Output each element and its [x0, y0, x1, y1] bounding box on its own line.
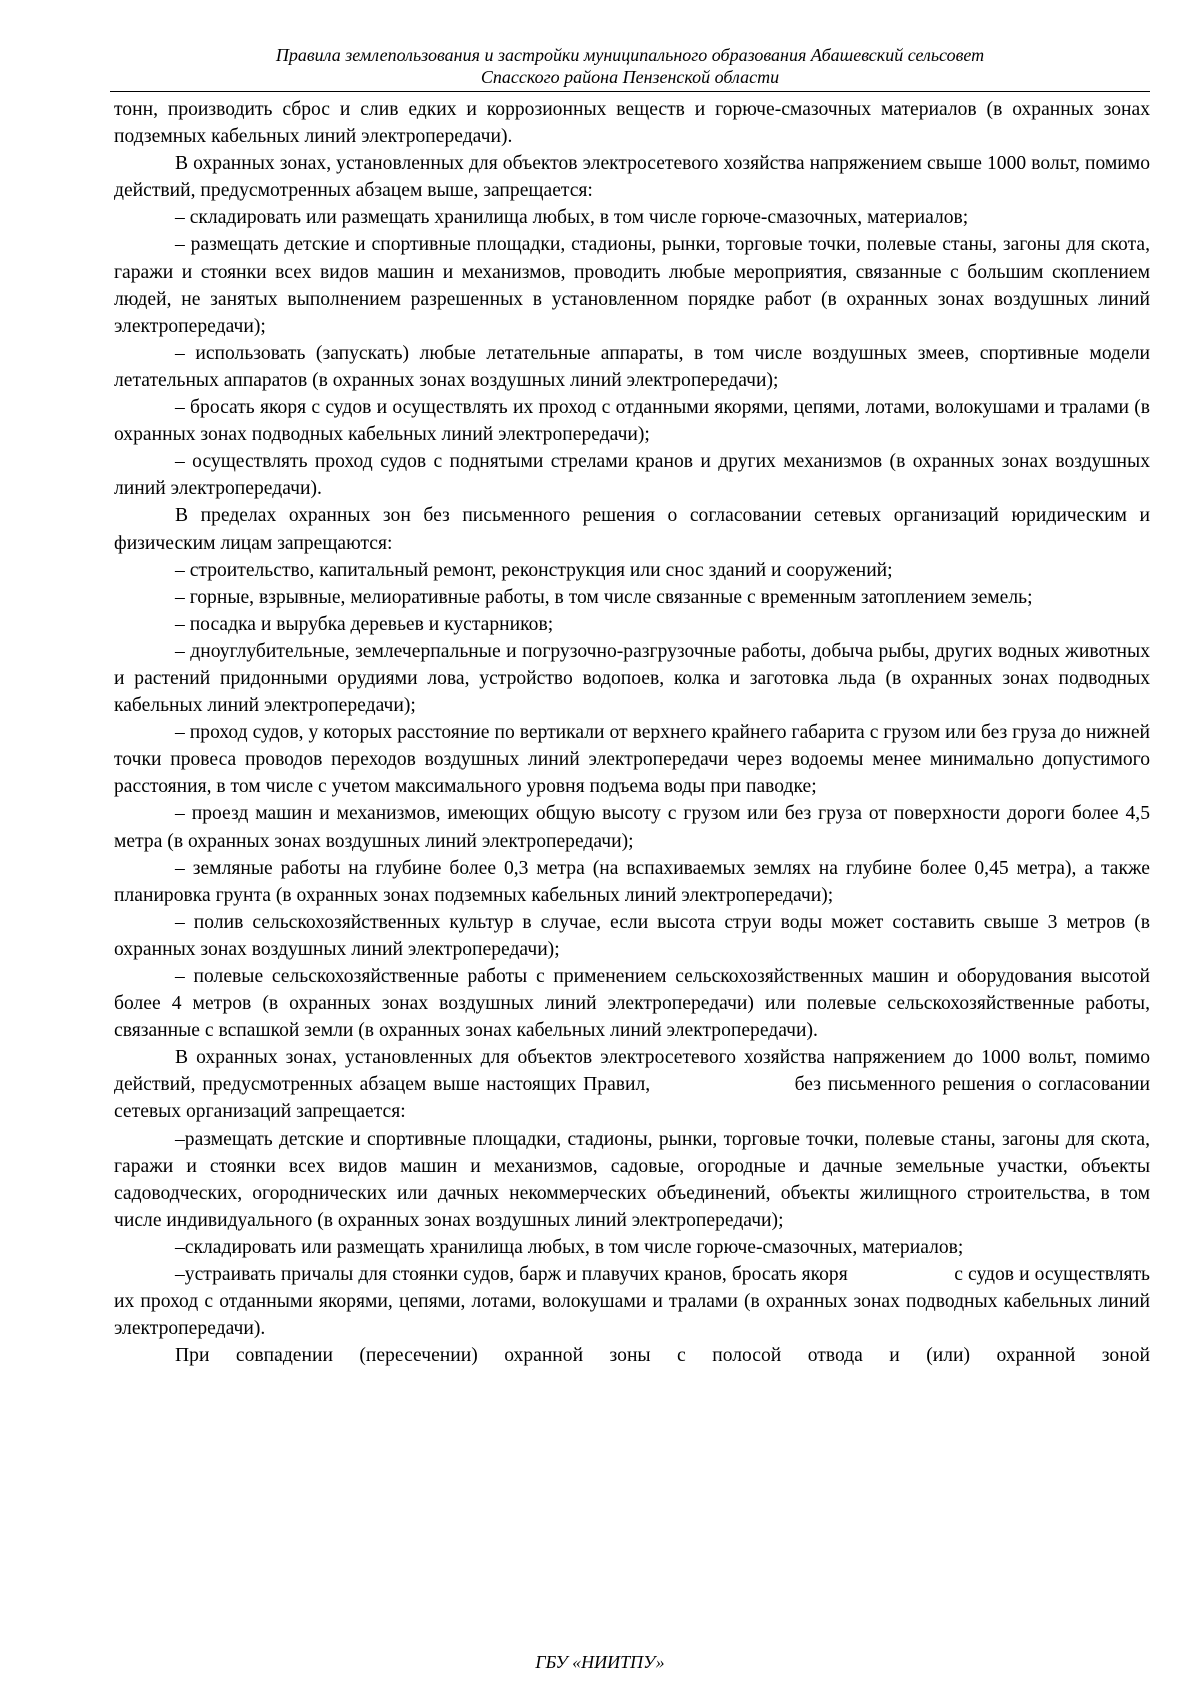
list-item: – земляные работы на глубине более 0,3 метра (на вспахиваемых землях на глубине более 0,45 метра), а также планировка грунта (в охранных зонах подземных кабельных линий электропередачи); [114, 857, 1150, 906]
paragraph: В пределах охранных зон без письменного решения о согласовании сетевых организаций юридическим и физическим лицам запрещаются: [114, 505, 1150, 554]
list-item: – проход судов, у которых расстояние по вертикали от верхнего крайнего габарита с грузом или без груза до нижней точки провеса проводов переходов воздушных линий электропередачи через водоемы менее минимально допустимого расстояния, в том числе с учетом максимального уровня подъема воды при паводке; [114, 722, 1150, 798]
running-header [110, 44, 1150, 88]
list-item: –складировать или размещать хранилища любых, в том числе горюче-смазочных, материалов; [175, 1236, 964, 1258]
list-item: – размещать детские и спортивные площадки, стадионы, рынки, торговые точки, полевые станы, загоны для скота, гаражи и стоянки всех видов машин и механизмов, проводить любые мероприятия, связанные с большим скоплением людей, не занятых выполнением разрешенных в установленном порядке работ (в охранных зонах воздушных линий электропередачи); [114, 234, 1150, 337]
list-item: – складировать или размещать хранилища любых, в том числе горюче-смазочных, материалов; [175, 207, 969, 229]
list-item: – строительство, капитальный ремонт, реконструкция или снос зданий и сооружений; [175, 559, 893, 581]
paragraph: В охранных зонах, установленных для объектов электросетевого хозяйства напряжением свыше 1000 вольт, помимо действий, предусмотренных абзацем выше, запрещается: [114, 153, 1150, 202]
list-item: – горные, взрывные, мелиоративные работы, в том числе связанные с временным затоплением земель; [175, 586, 1033, 608]
header-divider [110, 91, 1150, 92]
list-item: – проезд машин и механизмов, имеющих общую высоту с грузом или без груза от поверхности дороги более 4,5 метра (в охранных зонах воздушных линий электропередачи); [114, 803, 1150, 852]
list-item: – использовать (запускать) любые летательные аппараты, в том числе воздушных змеев, спортивные модели летательных аппаратов (в охранных зонах воздушных линий электропередачи); [114, 342, 1150, 391]
list-item: – полив сельскохозяйственных культур в случае, если высота струи воды может составить свыше 3 метров (в охранных зонах воздушных линий электропередачи); [114, 911, 1150, 960]
list-item: – полевые сельскохозяйственные работы с применением сельскохозяйственных машин и оборудования высотой более 4 метров (в охранных зонах воздушных линий электропередачи) или полевые сельскохозяйственные работы, связанные с вспашкой земли (в охранных зонах кабельных линий электропередачи). [114, 966, 1150, 1042]
body-text [114, 96, 1155, 1369]
list-item: – посадка и вырубка деревьев и кустарников; [175, 613, 554, 635]
list-item: – осуществлять проход судов с поднятыми стрелами кранов и других механизмов (в охранных зонах воздушных линий электропередачи). [114, 451, 1150, 500]
running-footer: ГБУ «НИИТПУ» [535, 1652, 665, 1672]
list-item: – дноуглубительные, землечерпальные и погрузочно-разгрузочные работы, добыча рыбы, других водных животных и растений придонными орудиями лова, устройство водопоев, колка и заготовка льда (в охранных зонах подводных кабельных линий электропередачи); [114, 640, 1150, 717]
paragraph: При совпадении (пересечении) охранной зоны с полосой отвода и (или) охранной зоной [175, 1345, 1150, 1367]
paragraph: тонн, производить сброс и слив едких и коррозионных веществ и горюче-смазочных материалов (в охранных зонах подземных кабельных линий электропередачи). [114, 99, 1150, 148]
list-item: –устраивать причалы для стоянки судов, барж и плавучих кранов, бросать якоря с судов и осуществлять их проход с отданными якорями, цепями, лотами, волокушами и тралами (в охранных зонах подводных кабельных линий электропередачи). [114, 1264, 1155, 1340]
header-line-2: Спасского района Пензенской области [480, 67, 780, 87]
list-item: – бросать якоря с судов и осуществлять их проход с отданными якорями, цепями, лотами, волокушами и тралами (в охранных зонах подводных кабельных линий электропередачи); [114, 397, 1150, 446]
header-line-1: Правила землепользования и застройки муниципального образования Абашевский сельсовет [275, 45, 985, 65]
list-item: –размещать детские и спортивные площадки, стадионы, рынки, торговые точки, полевые станы, загоны для скота, гаражи и стоянки всех видов машин и механизмов, садовые, огородные и дачные земельные участки, объекты садоводческих, огороднических или дачных некоммерческих объединений, объекты жилищного строительства, в том числе индивидуального (в охранных зонах воздушных линий электропередачи); [114, 1128, 1150, 1231]
paragraph: В охранных зонах, установленных для объектов электросетевого хозяйства напряжением до 1000 вольт, помимо действий, предусмотренных абзацем выше настоящих Правил, без письменного решения о согласовании сетевых организаций запрещается: [114, 1047, 1155, 1123]
